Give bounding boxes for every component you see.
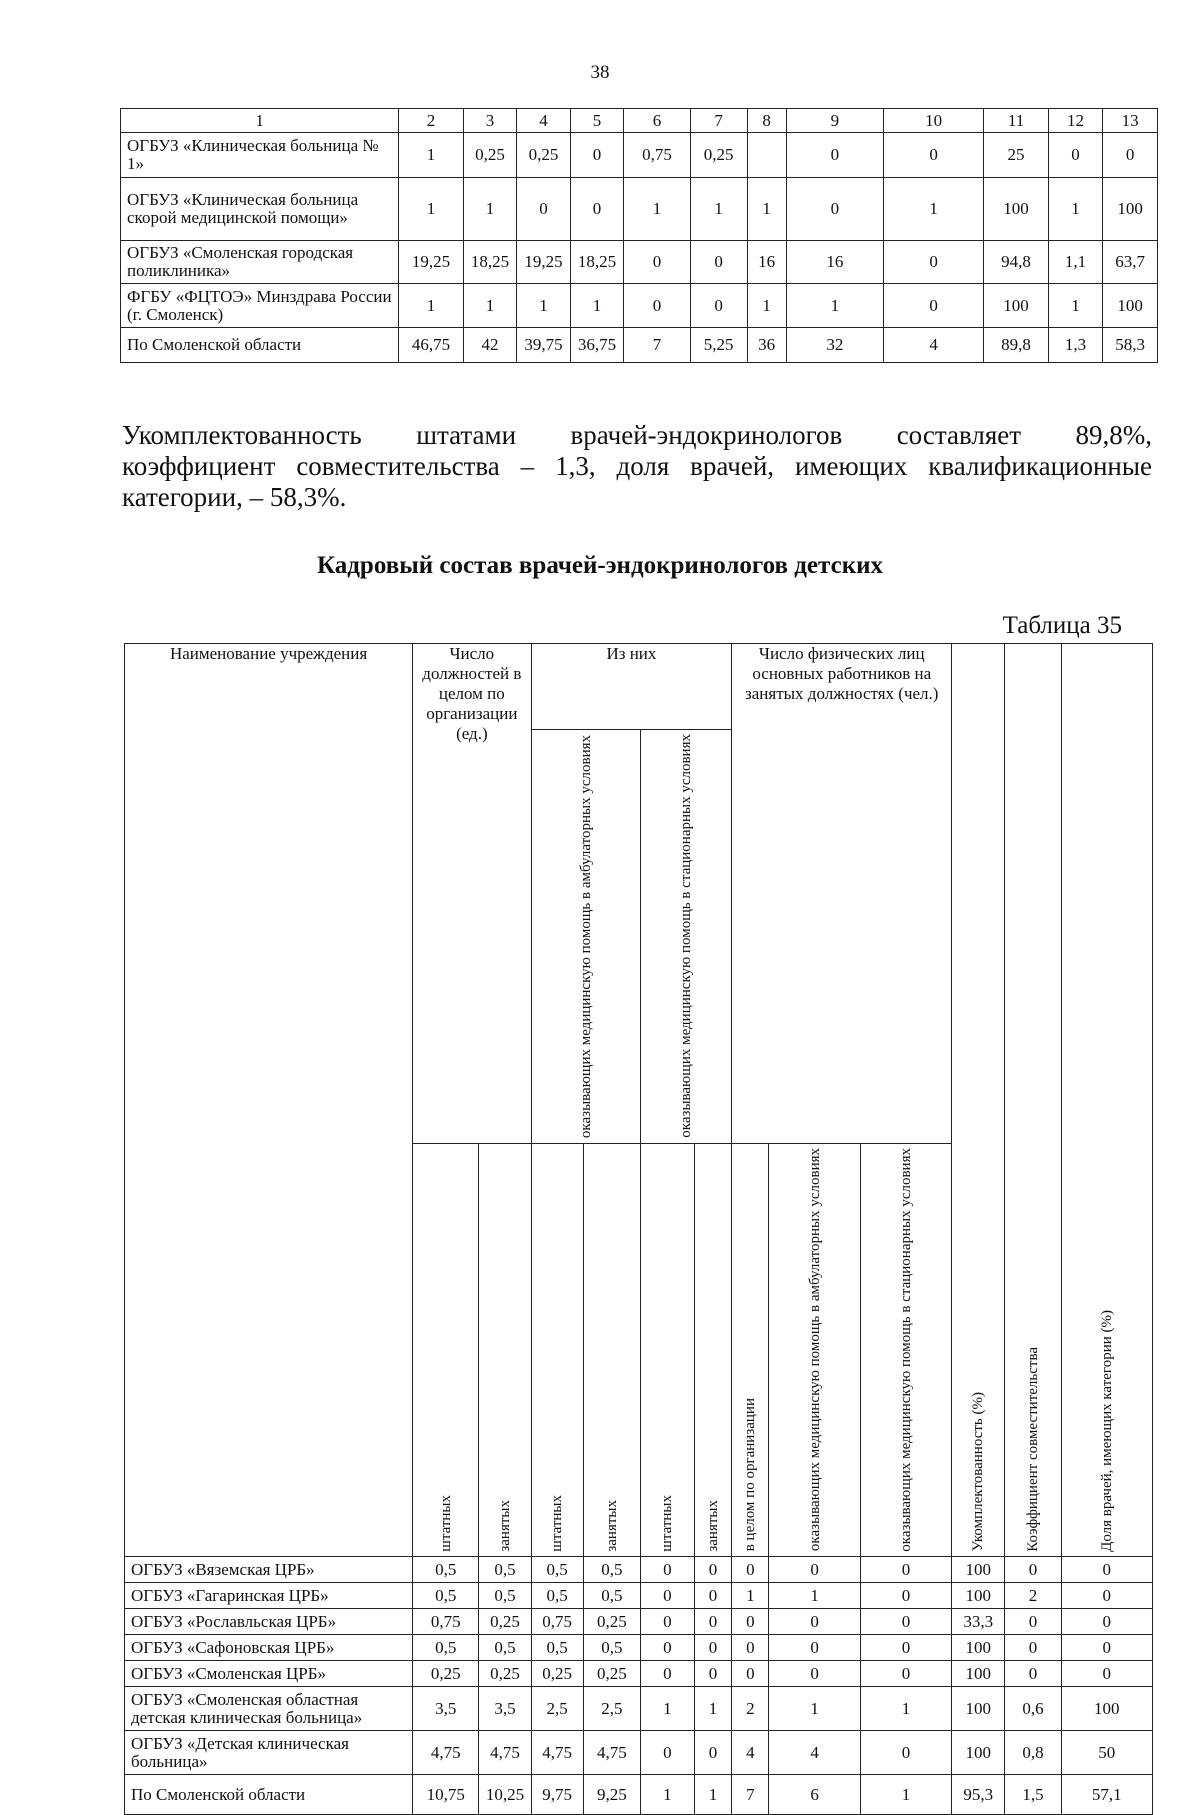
header-physical-persons: Число физических лиц основных работников на занятых должностях (чел.) [732, 644, 952, 1144]
table-cell: 3,5 [479, 1687, 531, 1731]
table-cell: 0,5 [583, 1583, 640, 1609]
table-cell: 0,5 [531, 1635, 583, 1661]
table-cell: 0 [690, 241, 747, 284]
header-occupied-text: занятых [496, 1499, 513, 1552]
table-row [121, 241, 1158, 284]
table-cell: 100 [952, 1731, 1005, 1775]
table-row [121, 328, 1158, 363]
institution-name: ОГБУЗ «Смоленская областная детская клиническая больница» [125, 1687, 413, 1731]
table-cell: 0 [860, 1661, 951, 1687]
table-cell: 0,5 [413, 1635, 479, 1661]
table-cell: 100 [984, 178, 1048, 241]
table-cell: 1 [463, 178, 516, 241]
table-cell: 1 [399, 284, 463, 328]
table-cell: 16 [747, 241, 786, 284]
table-cell: 1 [883, 178, 983, 241]
table-cell: 0 [769, 1661, 860, 1687]
institution-name: ОГБУЗ «Сафоновская ЦРБ» [125, 1635, 413, 1661]
page-number: 38 [590, 62, 610, 83]
summary-paragraph [122, 420, 1152, 513]
header-phys-inpatient [860, 1143, 951, 1557]
table-cell: 5,25 [690, 328, 747, 363]
table-cell: 94,8 [984, 241, 1048, 284]
table-cell: 0,8 [1005, 1731, 1061, 1775]
table-cell: 6 [769, 1775, 860, 1815]
paragraph-line: Укомплектованность штатами врачей-эндокринологов составляет 89,8%, [122, 420, 1152, 450]
column-number: 13 [1103, 109, 1158, 133]
table-cell: 0 [732, 1557, 769, 1583]
table-cell: 0,25 [531, 1661, 583, 1687]
section-heading: Кадровый состав врачей-эндокринологов детских [316, 552, 883, 579]
staffing-table-continued [120, 108, 1158, 363]
column-number: 2 [399, 109, 463, 133]
table-cell: 9,25 [583, 1775, 640, 1815]
table-cell: 0 [694, 1609, 732, 1635]
institution-name: ОГБУЗ «Смоленская городская поликлиника» [121, 241, 399, 284]
header-occupied [694, 1143, 732, 1557]
column-number: 7 [690, 109, 747, 133]
table-cell: 0 [690, 284, 747, 328]
table-cell: 1 [1048, 178, 1103, 241]
header-coefficient-text: Коэффициент совместительства [1024, 1346, 1041, 1552]
header-ambulatory [531, 730, 640, 1144]
table-cell: 100 [1103, 284, 1158, 328]
table-cell: 89,8 [984, 328, 1048, 363]
table-cell: 1 [624, 178, 691, 241]
institution-name: ОГБУЗ «Смоленская ЦРБ» [125, 1661, 413, 1687]
table-cell: 1,5 [1005, 1775, 1061, 1815]
table-cell: 0,5 [413, 1557, 479, 1583]
table-row [121, 284, 1158, 328]
table-cell: 0,5 [531, 1557, 583, 1583]
institution-name: По Смоленской области [125, 1775, 413, 1815]
table-cell: 100 [952, 1687, 1005, 1731]
column-number: 9 [786, 109, 883, 133]
table-cell: 0 [883, 284, 983, 328]
table-cell: 2,5 [531, 1687, 583, 1731]
table-cell: 0 [786, 178, 883, 241]
institution-name: По Смоленской области [121, 328, 399, 363]
institution-name: ОГБУЗ «Клиническая больница № 1» [121, 133, 399, 178]
table-cell: 2,5 [583, 1687, 640, 1731]
table-cell: 0,25 [479, 1609, 531, 1635]
table-row [125, 1775, 1153, 1815]
column-number: 8 [747, 109, 786, 133]
header-phys-ambulatory-text: оказывающих медицинскую помощь в амбулаторных условиях [806, 1148, 823, 1552]
table-cell: 1 [769, 1583, 860, 1609]
table-cell: 0,5 [583, 1635, 640, 1661]
table-row [125, 1583, 1153, 1609]
table-cell: 100 [984, 284, 1048, 328]
column-number: 11 [984, 109, 1048, 133]
table-cell: 0 [1061, 1609, 1152, 1635]
table-cell: 4 [769, 1731, 860, 1775]
header-staff-text: штатных [437, 1494, 454, 1552]
table-cell: 100 [1061, 1687, 1152, 1731]
column-number: 3 [463, 109, 516, 133]
table-cell: 10,25 [479, 1775, 531, 1815]
header-qualified-share [1061, 644, 1152, 1557]
table-cell: 1,3 [1048, 328, 1103, 363]
institution-name: ОГБУЗ «Детская клиническая больница» [125, 1731, 413, 1775]
table-cell: 0,75 [624, 133, 691, 178]
header-inpatient-text: оказывающих медицинскую помощь в стационарных условиях [678, 734, 695, 1138]
table-cell: 1 [1048, 284, 1103, 328]
table-cell: 58,3 [1103, 328, 1158, 363]
table-cell: 25 [984, 133, 1048, 178]
table-cell: 0,25 [583, 1609, 640, 1635]
table-cell: 1 [860, 1687, 951, 1731]
table-cell: 0 [694, 1635, 732, 1661]
table-cell: 100 [952, 1661, 1005, 1687]
table-cell: 42 [463, 328, 516, 363]
header-coefficient [1005, 644, 1061, 1557]
table-cell: 19,25 [399, 241, 463, 284]
institution-name: ОГБУЗ «Гагаринская ЦРБ» [125, 1583, 413, 1609]
institution-name: ФГБУ «ФЦТОЭ» Минздрава России (г. Смоленск) [121, 284, 399, 328]
table-cell: 4,75 [583, 1731, 640, 1775]
table-cell: 0 [517, 178, 570, 241]
table-caption: Таблица 35 [1002, 612, 1122, 639]
table-cell: 0 [1061, 1661, 1152, 1687]
table-cell: 50 [1061, 1731, 1152, 1775]
header-total-org [732, 1143, 769, 1557]
header-staffing-text: Укомплектованность (%) [970, 1391, 987, 1552]
header-occupied [583, 1143, 640, 1557]
table-cell: 0,25 [517, 133, 570, 178]
table-cell: 0 [786, 133, 883, 178]
table-cell: 1,1 [1048, 241, 1103, 284]
table-cell: 36 [747, 328, 786, 363]
table-cell: 0 [732, 1661, 769, 1687]
table-cell: 0 [1005, 1609, 1061, 1635]
table-cell: 0 [1061, 1557, 1152, 1583]
table-row [125, 1731, 1153, 1775]
header-institution-name: Наименование учреждения [125, 644, 413, 1557]
table-cell: 0,25 [690, 133, 747, 178]
table-row [125, 1687, 1153, 1731]
table-cell: 4,75 [479, 1731, 531, 1775]
column-number: 4 [517, 109, 570, 133]
table-cell: 1 [690, 178, 747, 241]
table-cell: 18,25 [463, 241, 516, 284]
table-cell: 0 [883, 241, 983, 284]
table-cell: 0,25 [413, 1661, 479, 1687]
table-cell: 0 [860, 1583, 951, 1609]
table-cell: 57,1 [1061, 1775, 1152, 1815]
table-cell: 0 [570, 178, 623, 241]
table-row [125, 1661, 1153, 1687]
paragraph-line: категории, – 58,3%. [122, 482, 347, 512]
table-cell: 0 [640, 1609, 694, 1635]
table-cell: 0 [860, 1609, 951, 1635]
header-ambulatory-text: оказывающих медицинскую помощь в амбулаторных условиях [577, 734, 594, 1138]
table-cell: 0,5 [583, 1557, 640, 1583]
table-cell: 0 [640, 1731, 694, 1775]
header-total-org-text: в целом по организации [742, 1398, 759, 1552]
table-cell: 0 [1005, 1635, 1061, 1661]
column-number: 5 [570, 109, 623, 133]
table-cell: 0 [694, 1557, 732, 1583]
table-cell: 1 [399, 133, 463, 178]
table-cell: 0 [624, 284, 691, 328]
table-cell: 63,7 [1103, 241, 1158, 284]
header-phys-ambulatory [769, 1143, 860, 1557]
header-staff-text: штатных [659, 1494, 676, 1552]
table-cell: 0 [1005, 1557, 1061, 1583]
header-qualified-text: Доля врачей, имеющих категории (%) [1098, 1309, 1115, 1552]
table-cell: 1 [769, 1687, 860, 1731]
table-cell: 0,25 [479, 1661, 531, 1687]
table-cell: 0,75 [531, 1609, 583, 1635]
table-header-row [125, 644, 1153, 730]
table-cell: 19,25 [517, 241, 570, 284]
header-staffing [952, 644, 1005, 1557]
table-cell: 0 [640, 1557, 694, 1583]
column-number: 12 [1048, 109, 1103, 133]
table-cell: 1 [570, 284, 623, 328]
table-cell: 100 [952, 1557, 1005, 1583]
table-cell: 0,25 [463, 133, 516, 178]
table-cell: 4 [732, 1731, 769, 1775]
table-cell: 1 [517, 284, 570, 328]
table-cell: 0 [732, 1635, 769, 1661]
table-cell: 10,75 [413, 1775, 479, 1815]
table-header-row [121, 109, 1158, 133]
table-cell: 0 [640, 1661, 694, 1687]
table-cell: 0,6 [1005, 1687, 1061, 1731]
table-cell: 18,25 [570, 241, 623, 284]
table-cell: 36,75 [570, 328, 623, 363]
paragraph-line: коэффициент совместительства – 1,3, доля врачей, имеющих квалификационные [122, 451, 1152, 481]
table-cell: 0 [640, 1583, 694, 1609]
table-cell: 39,75 [517, 328, 570, 363]
table-cell: 2 [1005, 1583, 1061, 1609]
table-cell: 0 [570, 133, 623, 178]
table-cell: 1 [747, 178, 786, 241]
table-cell: 0 [1005, 1661, 1061, 1687]
table-cell: 33,3 [952, 1609, 1005, 1635]
table-cell: 4 [883, 328, 983, 363]
header-staff [640, 1143, 694, 1557]
table-cell: 0,5 [479, 1635, 531, 1661]
table-cell: 32 [786, 328, 883, 363]
table-cell: 0 [694, 1731, 732, 1775]
table-cell: 1 [640, 1775, 694, 1815]
table-cell: 95,3 [952, 1775, 1005, 1815]
table-cell: 0,25 [583, 1661, 640, 1687]
table-cell: 3,5 [413, 1687, 479, 1731]
institution-name: ОГБУЗ «Вяземская ЦРБ» [125, 1557, 413, 1583]
header-occupied-text: занятых [603, 1499, 620, 1552]
table-cell: 0,5 [413, 1583, 479, 1609]
table-cell: 4,75 [413, 1731, 479, 1775]
table-row [121, 178, 1158, 241]
table-cell: 0 [883, 133, 983, 178]
table-cell: 100 [952, 1635, 1005, 1661]
table-cell: 0 [1103, 133, 1158, 178]
header-staff [531, 1143, 583, 1557]
table-cell: 0,75 [413, 1609, 479, 1635]
table-cell: 4,75 [531, 1731, 583, 1775]
table-cell: 1 [640, 1687, 694, 1731]
table-cell: 0 [640, 1635, 694, 1661]
table-cell: 9,75 [531, 1775, 583, 1815]
table-cell: 0,5 [479, 1583, 531, 1609]
column-number: 6 [624, 109, 691, 133]
table-cell: 1 [732, 1583, 769, 1609]
table-cell: 1 [694, 1687, 732, 1731]
header-occupied-text: занятых [705, 1499, 722, 1552]
header-of-them: Из них [531, 644, 732, 730]
table-cell: 1 [399, 178, 463, 241]
table-cell: 46,75 [399, 328, 463, 363]
table-cell: 1 [786, 284, 883, 328]
table-cell: 0 [1048, 133, 1103, 178]
column-number: 10 [883, 109, 983, 133]
header-phys-inpatient-text: оказывающих медицинскую помощь в стационарных условиях [897, 1147, 914, 1552]
table-row [121, 133, 1158, 178]
table-cell: 7 [624, 328, 691, 363]
institution-name: ОГБУЗ «Клиническая больница скорой медицинской помощи» [121, 178, 399, 241]
table-cell: 100 [1103, 178, 1158, 241]
table-cell: 0 [732, 1609, 769, 1635]
institution-name: ОГБУЗ «Рославльская ЦРБ» [125, 1609, 413, 1635]
table-cell: 0 [769, 1609, 860, 1635]
table-cell: 1 [463, 284, 516, 328]
table-cell: 1 [860, 1775, 951, 1815]
column-number: 1 [121, 109, 399, 133]
header-positions-total: Число должностей в целом по организации (ед.) [413, 644, 531, 1144]
table-cell: 0 [860, 1731, 951, 1775]
table-cell: 1 [747, 284, 786, 328]
table-cell: 0 [860, 1557, 951, 1583]
table-row [125, 1557, 1153, 1583]
table-cell: 0 [860, 1635, 951, 1661]
table-cell: 1 [694, 1775, 732, 1815]
table-cell: 16 [786, 241, 883, 284]
table-cell: 0 [1061, 1635, 1152, 1661]
table-row [125, 1609, 1153, 1635]
header-occupied [479, 1143, 531, 1557]
table-cell: 0 [769, 1557, 860, 1583]
table-cell: 2 [732, 1687, 769, 1731]
table-cell [747, 133, 786, 178]
table-row [125, 1635, 1153, 1661]
pediatric-endocrinologists-table [124, 643, 1153, 1815]
table-cell: 0 [769, 1635, 860, 1661]
table-cell: 100 [952, 1583, 1005, 1609]
header-staff-text: штатных [549, 1494, 566, 1552]
table-cell: 0 [624, 241, 691, 284]
table-cell: 7 [732, 1775, 769, 1815]
header-staff [413, 1143, 479, 1557]
table-cell: 0,5 [479, 1557, 531, 1583]
header-inpatient [640, 730, 731, 1144]
table-cell: 0 [694, 1661, 732, 1687]
table-cell: 0,5 [531, 1583, 583, 1609]
table-cell: 0 [694, 1583, 732, 1609]
table-cell: 0 [1061, 1583, 1152, 1609]
